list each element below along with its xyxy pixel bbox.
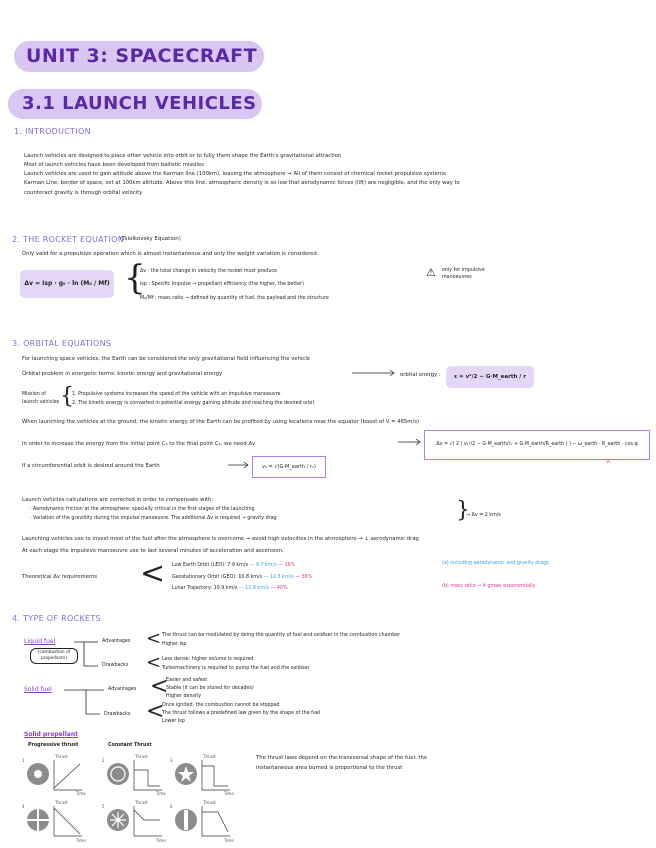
rocket-eq-formula: Δv = Isp · g₀ · ln (M₀ / Mf) <box>20 270 114 298</box>
orbital-line: When launching the vehicles at the ground, the kinetic energy of the Earth can be profited by using locations near the equator (boost of V = 465m/s) <box>22 419 420 425</box>
theo-value: — 9·7 km/s <box>249 563 277 568</box>
liquid-dis-brace: < <box>146 652 162 673</box>
correction-item: · Variation of the gravidity during the impulse manoeuvre. The additional Δv is required → gravity drag <box>30 516 277 521</box>
note-b: (b) mass ratio → it grows exponentially <box>442 584 536 589</box>
solid-dis-item: Once ignited, the combustion cannot be stopped <box>162 703 280 708</box>
intro-line: counteract gravity is through orbital velocity <box>24 190 143 196</box>
time-label: Time <box>156 791 166 796</box>
orbital-line: At each stage the impulsive manoeuvre use to last several minutes of acceleration and ascension. <box>22 548 284 554</box>
rocket-eq-warning: only for impulsive manoeuvres <box>442 268 485 280</box>
liquid-fuel-sub: (combustion of propellants) <box>30 648 78 664</box>
thrust-note: The thrust laws depend on the transversal shape of the fuel: the <box>256 755 428 761</box>
liquid-adv-item: Higher Isp <box>162 642 187 647</box>
intro-line: Karman Line: border of space, set at 100km altitude. Above this line, atmospheric density is so low that aerodynamic forces (lift) are negligible, and the only way to <box>24 180 460 186</box>
dv-formula: Δv = √( 2 ( v₁²/2 − G·M_earth/r₁ + G·M_earth/R_earth ) ) − ω_earth · R_earth · cos φ <box>424 430 650 460</box>
theo-pct: — 16% <box>278 563 296 568</box>
section-title: 3.1 LAUNCH VEHICLES <box>8 89 262 119</box>
thrust-label: Thrust <box>203 754 216 759</box>
rocket-eq-subheading: (Tsiolkovsky Equation) <box>120 236 181 242</box>
thrust-label: Thrust <box>135 754 148 759</box>
liquid-adv-item: The thrust can be modulated by doing the quantity of fuel and oxidiser in the combustion chamber <box>162 633 401 638</box>
mission-item: 1. Propulsive systems increases the speed of the vehicle with an impulsive manoeuvre <box>72 392 281 397</box>
grain-num: 4 <box>22 804 25 809</box>
time-label: Time <box>224 838 234 843</box>
unit-title: UNIT 3: SPACECRAFT <box>14 41 264 72</box>
orbital-line: If a circumferential orbit is desired around the Earth <box>22 463 160 469</box>
thrust-note: instantaneous area burned is proportional to the thrust <box>256 765 403 771</box>
time-label: Time <box>76 791 86 796</box>
intro-line: Most of launch vehicles have been developed from ballistic missiles <box>24 162 204 168</box>
energy-label: orbital energy : <box>400 372 441 378</box>
thrust-label: Thrust <box>55 800 68 805</box>
liquid-adv-brace: < <box>146 628 162 649</box>
solid-adv-label: Advantages <box>108 687 137 692</box>
correction-result: → Δv = 2 km/s <box>466 513 501 518</box>
intro-heading: 1. INTRODUCTION <box>14 127 91 136</box>
warning-icon: ⚠ <box>426 266 436 279</box>
theo-label-text: Low Earth Orbit (LEO): 7·9 km/s <box>172 563 248 568</box>
grain-num: 2 <box>102 758 105 763</box>
liquid-dis-item: Turbomachinery is required to pump the fuel and the oxidiser <box>162 666 310 671</box>
thrust-label: Thrust <box>135 800 148 805</box>
theo-pct: — 40% <box>270 586 288 591</box>
theo-label-text: Lunar Trajectory: 10·9 km/s <box>172 586 238 591</box>
propellant-heading: Solid propellant <box>24 731 78 738</box>
grain-num: 6 <box>170 804 173 809</box>
mission-item: 2. The kinetic energy is converted in potential energy gaining altitude and reaching the desired orbit <box>72 401 315 406</box>
orbital-line: Launch vehicles calculations are corrected in order to compensate with: <box>22 497 214 503</box>
rocket-eq-def: Δv : the total change in velocity the rocket must produce <box>140 269 277 274</box>
thrust-label: Thrust <box>203 800 216 805</box>
liquid-dis-label: Drawbacks <box>102 663 129 668</box>
solid-adv-item: Higher density <box>166 694 202 699</box>
grain-num: 5 <box>102 804 105 809</box>
time-label: Time <box>76 838 86 843</box>
theo-value: — 12·5 km/s <box>263 575 294 580</box>
solid-dis-item: Lower Isp <box>162 719 185 724</box>
orbital-line: In order to increase the energy from the initial point C₀ to the final point C₁, we need Δv <box>22 441 256 447</box>
rocket-eq-def: M₀/Mf : mass ratio → defined by quantity of fuel, the payload and the structure <box>140 296 329 301</box>
rocket-eq-heading: 2. THE ROCKET EQUATION <box>12 235 125 244</box>
solid-adv-item: Stable (it can be stored for decades) <box>166 686 254 691</box>
constant-label: Constant Thrust <box>108 743 152 748</box>
orbital-line: For launching space vehicles, the Earth can be considered the only gravitational field influencing the vehicle <box>22 356 311 362</box>
correction-brace: } <box>456 498 470 523</box>
solid-adv-brace: < <box>150 674 169 699</box>
theo-label-text: Geostationary Orbit (GEO): 10·8 km/s <box>172 575 263 580</box>
correction-item: · Aerodynamic friction at the atmosphere: specially critical in the first stages of the launching <box>30 507 255 512</box>
grain-num: 1 <box>22 758 25 763</box>
theo-label: Theoretical Δv requirements <box>22 574 98 580</box>
energy-formula: ε = v²/2 − G·M_earth / r <box>446 366 534 388</box>
orbital-line: Orbital problem in energetic terms: kinetic energy and gravitational energy <box>22 371 223 377</box>
liquid-dis-item: Less dense: higher volume is required <box>162 657 254 662</box>
solid-dis-brace: < <box>146 699 165 724</box>
rockets-heading: 4. TYPE OF ROCKETS <box>12 614 101 623</box>
time-label: Time <box>156 838 166 843</box>
mission-label: Mission of launch vehicles <box>22 392 60 405</box>
solid-fuel-label: Solid fuel <box>24 686 52 693</box>
thrust-label: Thrust <box>55 754 68 759</box>
theo-value: — 12·9 km/s <box>238 586 269 591</box>
rocket-eq-intro: Only valid for a propulsive operation which is almost instantaneous and only the weight variation is considered. <box>22 251 319 257</box>
rocket-eq-brace: { <box>124 258 146 298</box>
liquid-adv-label: Advantages <box>102 639 131 644</box>
dv-subscript: V₀ <box>606 460 612 465</box>
theo-brace: < <box>140 556 166 591</box>
mission-brace: { <box>60 384 74 409</box>
progressive-label: Progressive thrust <box>28 743 79 748</box>
solid-dis-label: Drawbacks <box>104 712 131 717</box>
solid-dis-item: The thrust follows a predefined law given by the shape of the fuel <box>162 711 321 716</box>
orbital-line: Launching vehicles use to invest most of the fuel after the atmosphere is overcome → avoid high velocities in the atmosphere → ↓ aerodynamic drag <box>22 536 419 542</box>
orbital-heading: 3. ORBITAL EQUATIONS <box>12 339 112 348</box>
theo-pct: — 36% <box>295 575 313 580</box>
rocket-eq-def: Isp : Specific Impulse → propellant efficiency (the higher, the better) <box>140 282 304 287</box>
time-label: Time <box>224 791 234 796</box>
intro-line: Launch vehicles are designed to place other vehicle into orbit or to fully them shape the Earth's gravitational attraction <box>24 153 342 159</box>
liquid-fuel-label: Liquid fuel <box>24 638 56 645</box>
note-a: (a) including aerodynamic and gravity drags <box>442 561 549 566</box>
intro-line: Launch vehicles are used to gain altitude above the Karman line (100km), leaving the atmosphere → All of them consist of chemical rocket propulsive systems <box>24 171 446 177</box>
grain-num: 3 <box>170 758 173 763</box>
solid-adv-item: Easier and safest <box>166 678 208 683</box>
vcirc-formula: v₁ = √(G·M_earth / r₁) <box>252 456 326 478</box>
